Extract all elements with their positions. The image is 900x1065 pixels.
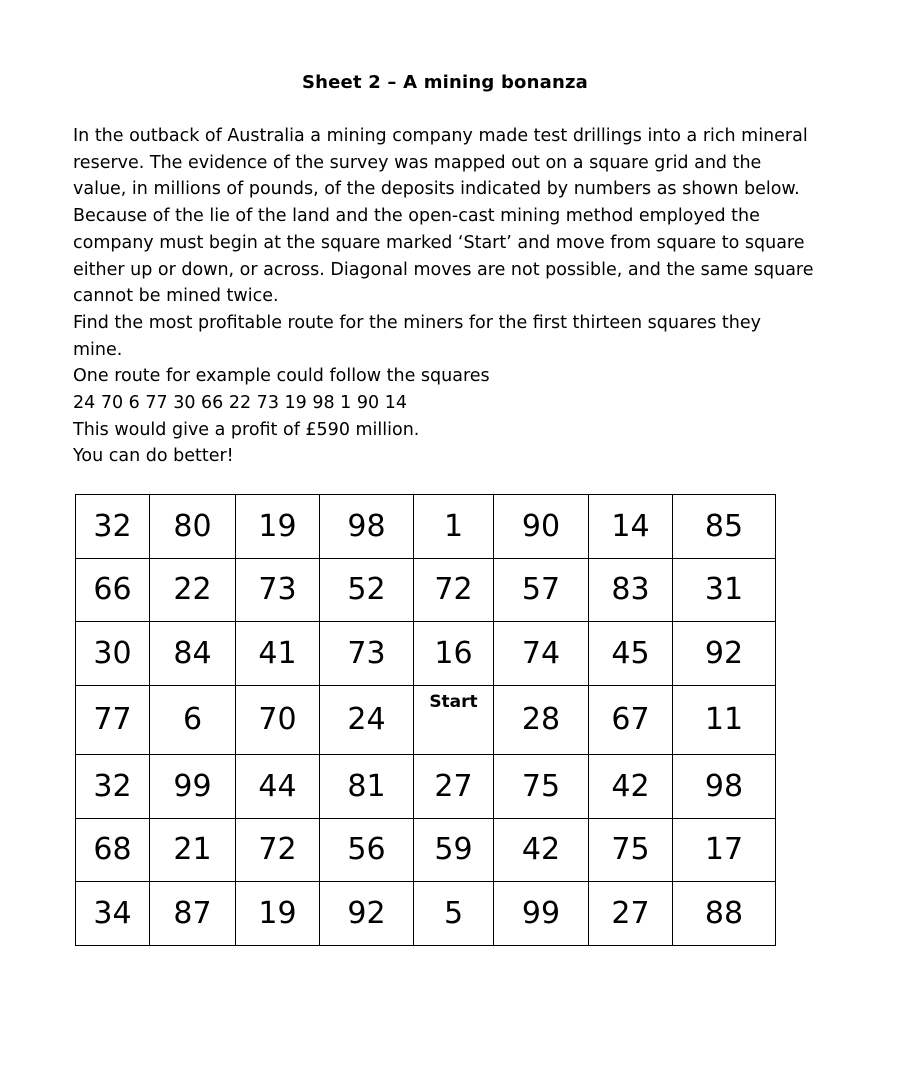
mining-grid-container	[75, 494, 776, 946]
grid-cell: 52	[320, 558, 414, 622]
grid-cell: 22	[150, 558, 236, 622]
grid-cell: 72	[236, 818, 320, 882]
grid-row	[76, 558, 776, 622]
grid-cell: 74	[494, 622, 589, 686]
grid-cell: 75	[589, 818, 673, 882]
text-line: mine.	[73, 339, 123, 360]
grid-cell: 24	[320, 685, 414, 755]
grid-row	[76, 622, 776, 686]
text-line: You can do better!	[73, 446, 234, 467]
text-line: This would give a profit of £590 million.	[73, 419, 420, 440]
grid-cell: 5	[414, 882, 494, 946]
grid-cell: 16	[414, 622, 494, 686]
grid-cell: 73	[320, 622, 414, 686]
grid-cell: 42	[494, 818, 589, 882]
text-line: either up or down, or across. Diagonal moves are not possible, and the same square	[73, 259, 814, 280]
grid-cell: 81	[320, 755, 414, 819]
grid-cell: 99	[150, 755, 236, 819]
grid-cell: 98	[320, 495, 414, 559]
grid-cell: 1	[414, 495, 494, 559]
grid-cell: 75	[494, 755, 589, 819]
grid-cell: 11	[673, 685, 776, 755]
page-title: Sheet 2 – A mining bonanza	[301, 72, 589, 93]
grid-cell: 44	[236, 755, 320, 819]
text-line: One route for example could follow the squares	[73, 366, 490, 387]
text-line: cannot be mined twice.	[73, 286, 279, 307]
grid-cell: 32	[76, 495, 150, 559]
text-line: reserve. The evidence of the survey was mapped out on a square grid and the	[73, 152, 762, 173]
text-line: In the outback of Australia a mining company made test drillings into a rich mineral	[73, 126, 808, 146]
grid-cell: 73	[236, 558, 320, 622]
grid-cell: 31	[673, 558, 776, 622]
grid-cell: 98	[673, 755, 776, 819]
grid-cell: 80	[150, 495, 236, 559]
example-route-line: 24 70 6 77 30 66 22 73 19 98 1 90 14	[73, 393, 407, 414]
grid-cell: 67	[589, 685, 673, 755]
text-line: value, in millions of pounds, of the deposits indicated by numbers as shown below.	[73, 179, 800, 200]
grid-cell: 6	[150, 685, 236, 755]
grid-cell: 88	[673, 882, 776, 946]
grid-cell: 34	[76, 882, 150, 946]
grid-cell: 83	[589, 558, 673, 622]
text-line: Because of the lie of the land and the open-cast mining method employed the	[73, 206, 760, 227]
grid-cell: 27	[414, 755, 494, 819]
grid-cell: 42	[589, 755, 673, 819]
grid-row	[76, 495, 776, 559]
mining-grid	[75, 494, 776, 946]
grid-cell: 19	[236, 882, 320, 946]
grid-cell: 41	[236, 622, 320, 686]
grid-cell: 70	[236, 685, 320, 755]
grid-cell: 45	[589, 622, 673, 686]
grid-cell: 99	[494, 882, 589, 946]
grid-cell: 68	[76, 818, 150, 882]
grid-cell: 28	[494, 685, 589, 755]
grid-row	[76, 685, 776, 755]
grid-cell: 84	[150, 622, 236, 686]
grid-cell: 30	[76, 622, 150, 686]
grid-cell: 21	[150, 818, 236, 882]
grid-cell: 14	[589, 495, 673, 559]
text-line: Find the most profitable route for the miners for the first thirteen squares they	[73, 312, 761, 333]
grid-cell: 85	[673, 495, 776, 559]
grid-cell: 59	[414, 818, 494, 882]
grid-row	[76, 755, 776, 819]
grid-cell: 19	[236, 495, 320, 559]
grid-row	[76, 882, 776, 946]
grid-cell: 87	[150, 882, 236, 946]
start-cell: Start	[414, 685, 494, 755]
grid-row	[76, 818, 776, 882]
grid-cell: 90	[494, 495, 589, 559]
grid-cell: 92	[673, 622, 776, 686]
grid-cell: 56	[320, 818, 414, 882]
grid-cell: 32	[76, 755, 150, 819]
grid-cell: 77	[76, 685, 150, 755]
grid-cell: 66	[76, 558, 150, 622]
grid-cell: 27	[589, 882, 673, 946]
grid-cell: 72	[414, 558, 494, 622]
grid-cell: 17	[673, 818, 776, 882]
grid-cell: 57	[494, 558, 589, 622]
instructions-text	[73, 123, 833, 470]
text-line: company must begin at the square marked ‘Start’ and move from square to square	[73, 232, 805, 253]
grid-cell: 92	[320, 882, 414, 946]
